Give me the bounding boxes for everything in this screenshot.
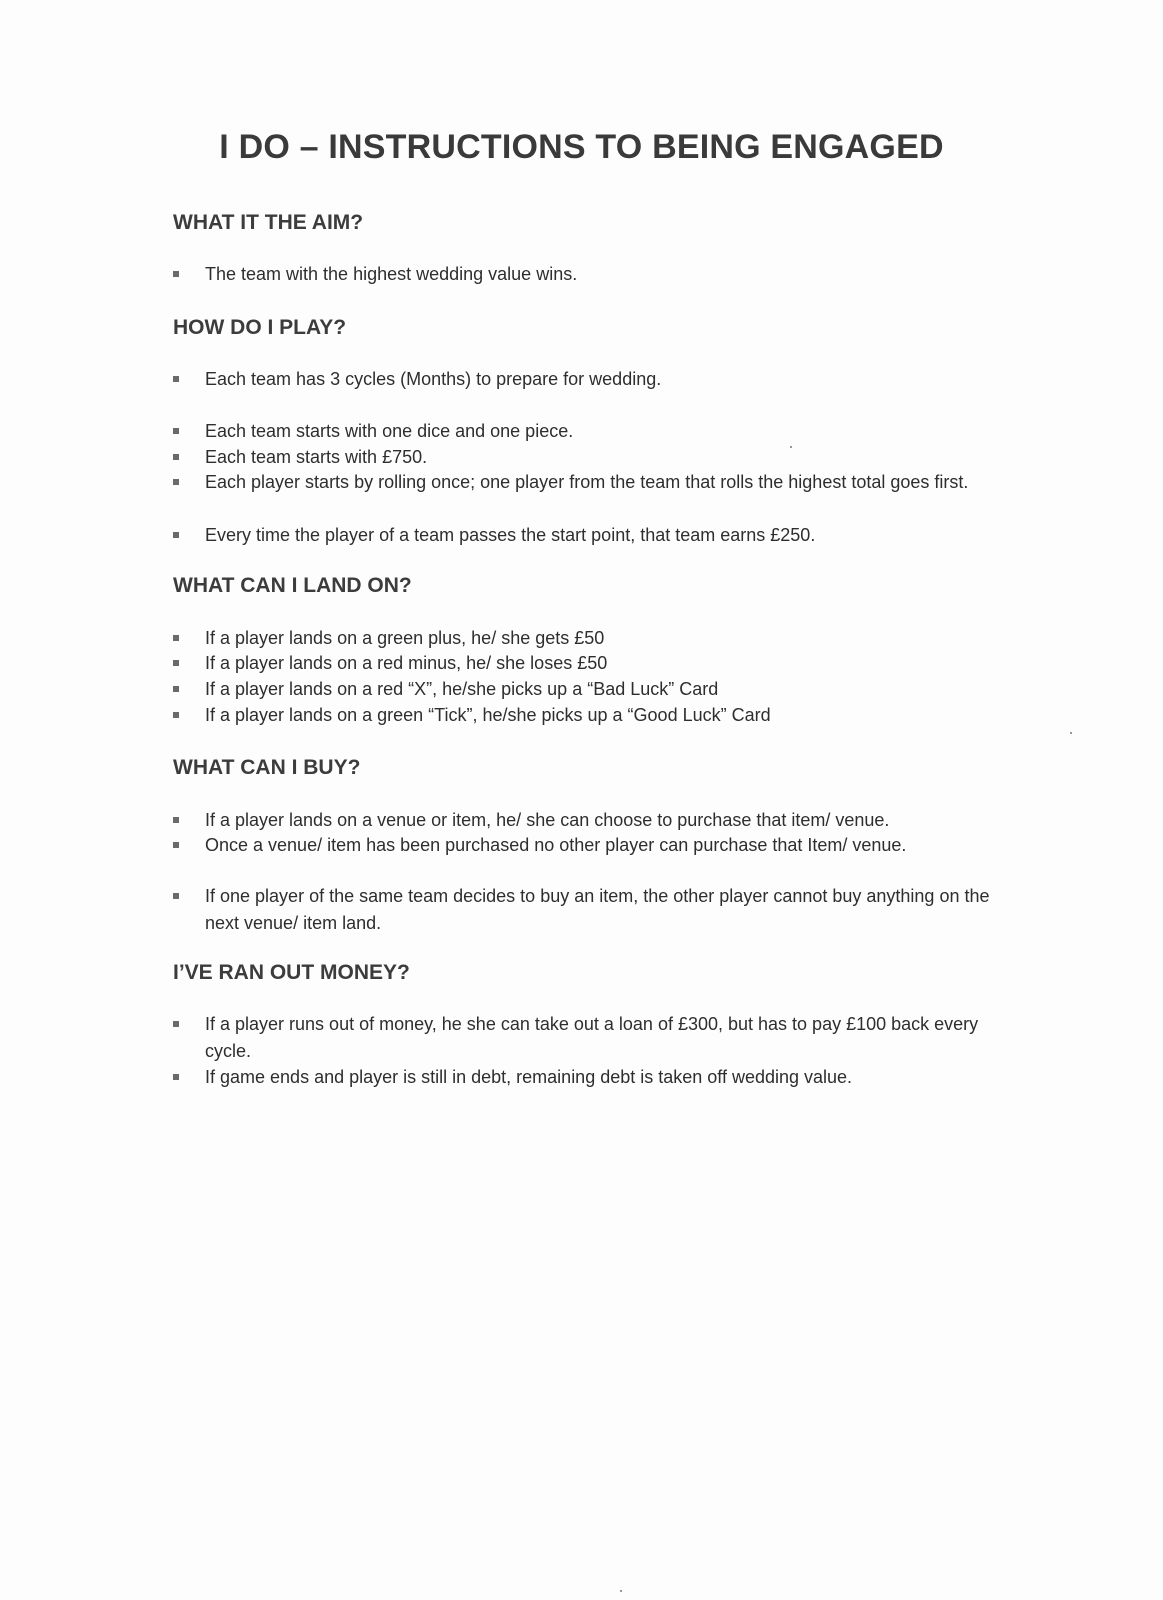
list-item: If a player lands on a green “Tick”, he/she picks up a “Good Luck” Card bbox=[173, 702, 993, 729]
section-heading-buy: WHAT CAN I BUY? bbox=[173, 756, 361, 779]
list-item: If a player lands on a red “X”, he/she picks up a “Bad Luck” Card bbox=[173, 676, 993, 703]
list-item: Each player starts by rolling once; one player from the team that rolls the highest total goes first. bbox=[173, 469, 993, 496]
scan-speck bbox=[790, 446, 792, 448]
list-item: Each team starts with one dice and one piece. bbox=[173, 418, 993, 445]
list-item: If a player lands on a venue or item, he/ she can choose to purchase that item/ venue. bbox=[173, 807, 993, 834]
list-item: If a player runs out of money, he she can take out a loan of £300, but has to pay £100 back every cycle. bbox=[173, 1011, 993, 1065]
list-item: Every time the player of a team passes the start point, that team earns £250. bbox=[173, 522, 993, 549]
bullet-icon bbox=[173, 686, 179, 692]
bullet-icon bbox=[173, 454, 179, 460]
section-heading-play: HOW DO I PLAY? bbox=[173, 316, 347, 339]
bullet-icon bbox=[173, 842, 179, 848]
scan-speck bbox=[1070, 732, 1072, 734]
list-item: Once a venue/ item has been purchased no other player can purchase that Item/ venue. bbox=[173, 832, 993, 859]
bullet-icon bbox=[173, 1074, 179, 1080]
list-item: If game ends and player is still in debt, remaining debt is taken off wedding value. bbox=[173, 1064, 993, 1091]
list-item: Each team starts with £750. bbox=[173, 444, 993, 471]
bullet-icon bbox=[173, 376, 179, 382]
section-heading-land: WHAT CAN I LAND ON? bbox=[173, 574, 412, 597]
bullet-icon bbox=[173, 635, 179, 641]
bullet-icon bbox=[173, 271, 179, 277]
list-item: If a player lands on a red minus, he/ she loses £50 bbox=[173, 650, 993, 677]
scan-speck bbox=[620, 1590, 622, 1592]
bullet-icon bbox=[173, 817, 179, 823]
list-item: If one player of the same team decides to buy an item, the other player cannot buy anything on the next venue/ item land. bbox=[173, 883, 993, 937]
bullet-icon bbox=[173, 1021, 179, 1027]
list-item: The team with the highest wedding value wins. bbox=[173, 261, 993, 288]
bullet-icon bbox=[173, 428, 179, 434]
bullet-icon bbox=[173, 479, 179, 485]
bullet-icon bbox=[173, 893, 179, 899]
list-item: Each team has 3 cycles (Months) to prepare for wedding. bbox=[173, 366, 993, 393]
list-item: If a player lands on a green plus, he/ she gets £50 bbox=[173, 625, 993, 652]
section-heading-aim: WHAT IT THE AIM? bbox=[173, 211, 364, 234]
bullet-icon bbox=[173, 660, 179, 666]
page-title: I DO – INSTRUCTIONS TO BEING ENGAGED bbox=[219, 128, 944, 166]
bullet-icon bbox=[173, 532, 179, 538]
bullet-icon bbox=[173, 712, 179, 718]
section-heading-money: I’VE RAN OUT MONEY? bbox=[173, 961, 410, 984]
